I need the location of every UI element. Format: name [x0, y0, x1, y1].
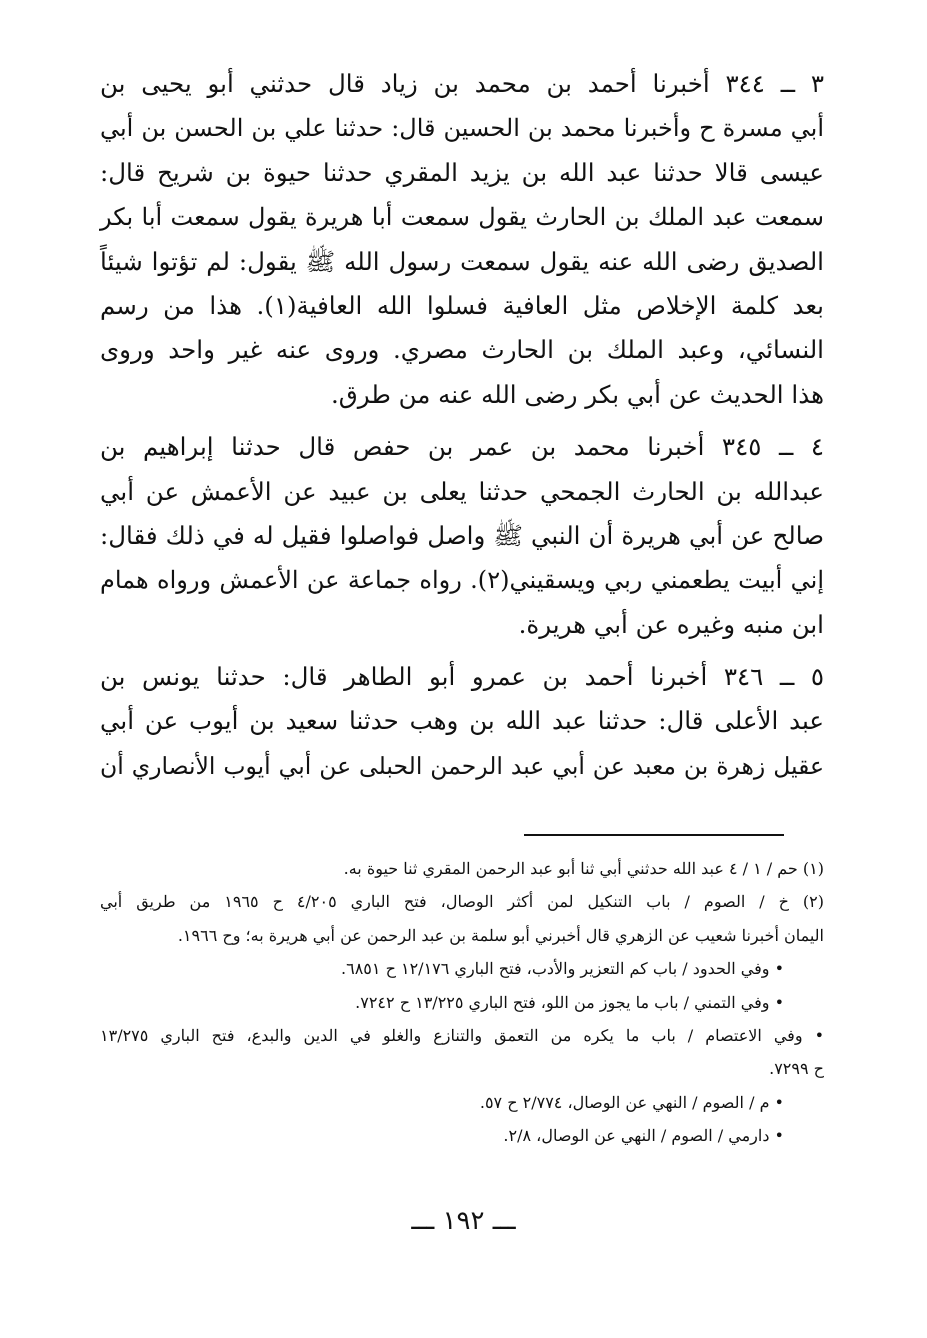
text-line: ٣ ــ ٣٤٤ أخبرنا أحمد بن محمد بن زياد قال حدثني أبو يحيى بن [100, 69, 825, 98]
footnote-bullet [100, 952, 824, 985]
text-line: النسائي، وعبد الملك بن الحارث مصري. وروى عنه غير واحد وروى [100, 335, 824, 365]
footnote-bullet [100, 1119, 824, 1152]
text-line: سمعت عبد الملك بن الحارث يقول سمعت أبا هريرة يقول سمعت أبا بكر [100, 203, 824, 232]
text-line: عبد الأعلى قال: حدثنا عبد الله بن وهب حدثنا سعيد بن أيوب عن أبي [100, 706, 824, 736]
footnote-line: اليمان أخبرنا شعيب عن الزهري قال أخبرني أبو سلمة بن عبد الرحمن عن أبي هريرة به؛ وح ١٩٦٦. [177, 925, 824, 945]
text-line: أبي مسرة ح وأخبرنا محمد بن الحسين قال: حدثنا علي بن الحسن بن أبي [100, 114, 824, 143]
text-line: إني أبيت يطعمني ربي ويسقيني(٢). رواه جماعة عن الأعمش ورواه همام [100, 566, 824, 595]
footnote-line: (٢) خ / الصوم / باب التنكيل لمن أكثر الوصال، فتح الباري ٤/٢٠٥ ح ١٩٦٥ من طريق أبي [100, 892, 824, 912]
footnote-line: • دارمي / الصوم / النهي عن الوصال، ٢/٨. [503, 1126, 784, 1146]
text-line: عبدالله بن الحارث الجمحي حدثنا يعلى بن عبيد عن الأعمش عن أبي [100, 476, 824, 506]
text-line: ابن منبه وغيره عن أبي هريرة. [518, 609, 824, 639]
text-line: بعد كلمة الإخلاص مثل العافية فسلوا الله العافية(١). هذا من رسم [100, 290, 824, 320]
hadith-345 [100, 425, 824, 647]
text-line: صالح عن أبي هريرة أن النبي ﷺ واصل فواصلوا فقيل له في ذلك فقال: [100, 520, 824, 550]
footnote-bullet [100, 1019, 824, 1086]
footnote-line: • وفي الحدود / باب كم التعزير والأدب، فتح الباري ١٢/١٧٦ ح ٦٨٥١. [341, 959, 784, 979]
footnote-line: (١) حم / ١ / ٤ عبد الله حدثني أبي ثنا أبو عبد الرحمن المقري ثنا حيوة به. [343, 859, 824, 878]
text-line: ٥ ــ ٣٤٦ أخبرنا أحمد بن عمرو أبو الطاهر قال: حدثنا يونس بن [100, 662, 824, 692]
hadith-346 [100, 655, 824, 788]
main-text [100, 62, 824, 796]
text-line: ٤ ــ ٣٤٥ أخبرنا محمد بن عمر بن حفص قال حدثنا إبراهيم بن [100, 432, 824, 462]
hadith-344 [100, 62, 824, 417]
footnote-line: • وفي التمني / باب ما يجوز من اللو، فتح الباري ١٣/٢٢٥ ح ٧٢٤٢. [355, 992, 784, 1012]
footnote-line: • م / الصوم / النهي عن الوصال، ٢/٧٧٤ ح ٥٧. [479, 1092, 784, 1112]
footnotes [100, 852, 824, 1153]
text-line: هذا الحديث عن أبي بكر رضى الله عنه من طرق. [331, 379, 824, 409]
page-number: ـــ ١٩٢ ـــ [411, 1206, 516, 1236]
footnote-bullet [100, 986, 824, 1019]
footnote-line: • وفي الاعتصام / باب ما يكره من التعمق والتنازع والغلو في الدين والبدع، فتح الباري ١٣/٢٧٥ [100, 1025, 824, 1045]
text-line: عقيل زهرة بن معبد عن أبي عبد الرحمن الحبلى عن أبي أيوب الأنصاري أن [100, 751, 824, 780]
footnote-line: ح ٧٢٩٩. [769, 1059, 824, 1079]
footnote-1 [100, 852, 824, 885]
footnote-bullet [100, 1086, 824, 1119]
footnote-2 [100, 885, 824, 952]
footnote-separator [524, 834, 784, 836]
text-line: الصديق رضى الله عنه يقول سمعت رسول الله ﷺ يقول: لم تؤتوا شيئاً [100, 246, 824, 276]
text-line: عيسى قالا حدثنا عبد الله بن يزيد المقري حدثنا حيوة بن شريح قال: [100, 157, 824, 187]
